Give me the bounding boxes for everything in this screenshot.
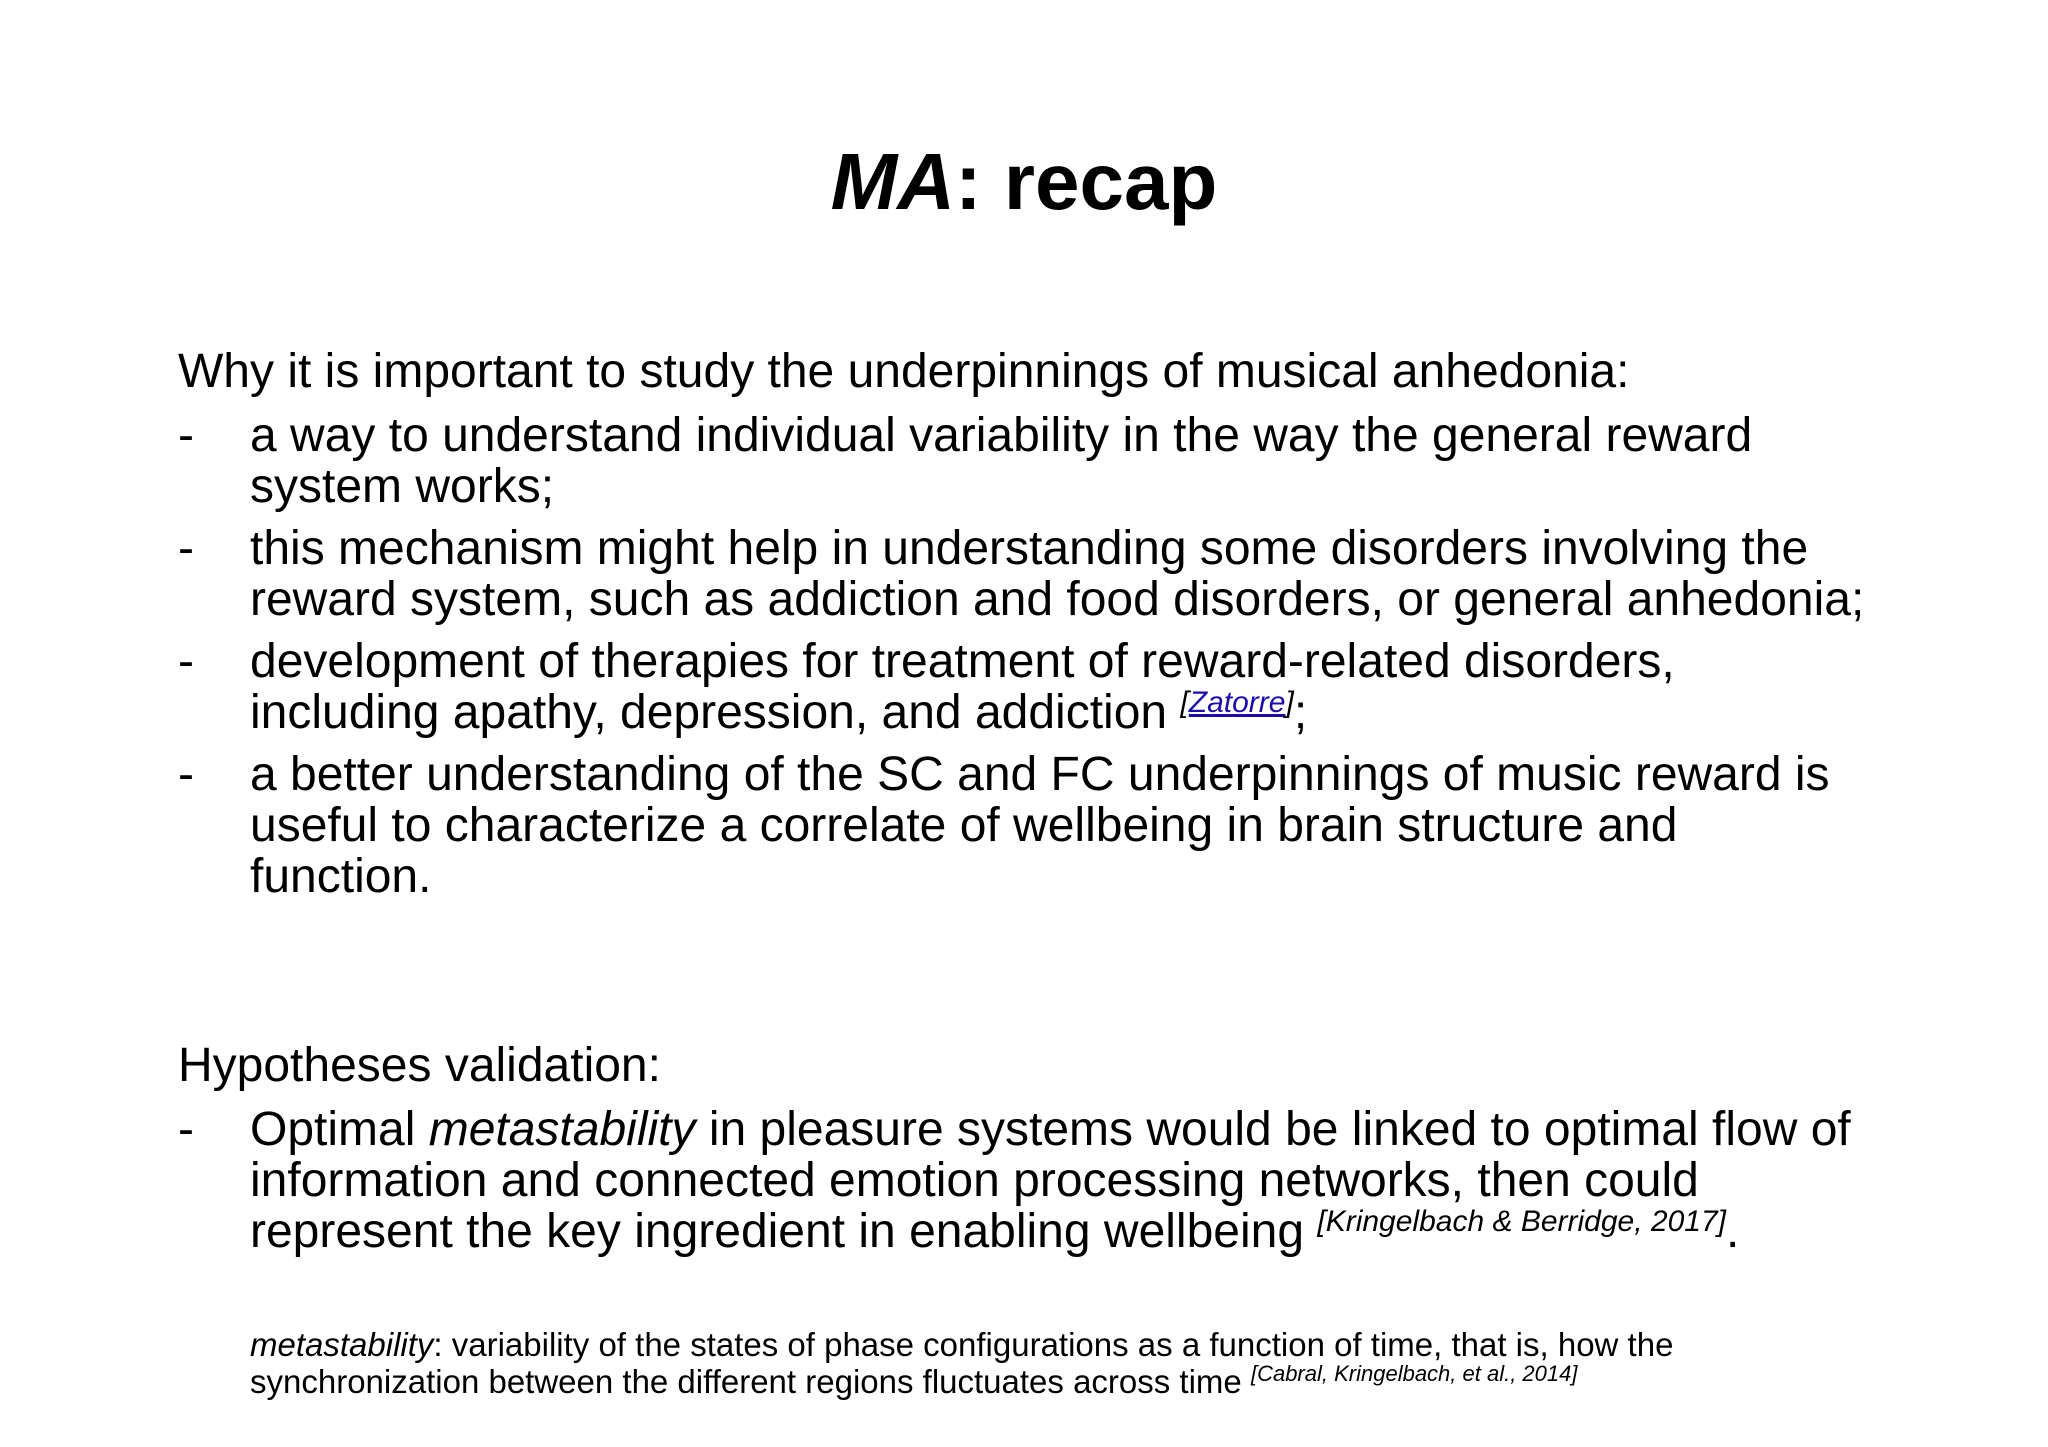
bullet-text <box>250 749 1910 902</box>
note-line-2 <box>250 1363 1673 1400</box>
bullet-line: a better understanding of the SC and FC underpinnings of music reward is <box>250 748 1830 801</box>
bullet-line <box>250 687 1910 738</box>
bullet-line: development of therapies for treatment of reward-related disorders, <box>250 635 1675 688</box>
citation-kringelbach-berridge: [Kringelbach & Berridge, 2017] <box>1317 1205 1726 1238</box>
citation-open-bracket: [ <box>1180 686 1189 719</box>
bullet-text <box>250 636 1910 738</box>
section2-heading: Hypotheses validation: <box>178 1039 661 1092</box>
bullet-dash: - <box>178 522 194 575</box>
bullet-text <box>250 1104 1910 1257</box>
citation-cabral: [Cabral, Kringelbach, et al., 2014] <box>1250 1361 1578 1386</box>
bullet-line: this mechanism might help in understanding some disorders involving the <box>250 522 1809 575</box>
note-line-1-rest: : variability of the states of phase configurations as a function of time, that is, how the <box>433 1326 1674 1363</box>
bullet-line: function. <box>250 850 432 903</box>
bullet-dash: - <box>178 1103 194 1156</box>
bullet-line: a way to understand individual variability in the way the general reward <box>250 409 1753 462</box>
note-term: metastability <box>250 1326 434 1363</box>
bullet-line-pre: Optimal <box>250 1103 429 1156</box>
bullet-dash: - <box>178 409 194 462</box>
bullet-line <box>250 1206 1910 1257</box>
slide-title <box>0 132 2048 232</box>
metastability-term: metastability <box>428 1103 696 1156</box>
bullet-line-end: ; <box>1293 686 1308 739</box>
bullet-dash: - <box>178 635 194 688</box>
note-line-1 <box>250 1326 1673 1363</box>
bullet-line: system works; <box>250 460 555 513</box>
citation-zatorre <box>1180 686 1293 719</box>
section1-heading: Why it is important to study the underpinnings of musical anhedonia: <box>178 345 1630 398</box>
bullet-dash: - <box>178 748 194 801</box>
bullet-line: reward system, such as addiction and food disorders, or general anhedonia; <box>250 573 1865 626</box>
bullet-text <box>250 523 1910 625</box>
bullet-line-text: including apathy, depression, and addiction <box>250 686 1181 739</box>
bullet-line <box>250 1104 1910 1155</box>
bullet-line: information and connected emotion processing networks, then could <box>250 1154 1699 1207</box>
note-line-2-text: synchronization between the different regions fluctuates across time <box>250 1363 1251 1400</box>
citation-close-bracket: ] <box>1285 686 1294 719</box>
title-rest: : recap <box>955 137 1218 226</box>
zatorre-link[interactable]: Zatorre <box>1188 686 1286 719</box>
metastability-definition <box>250 1326 1673 1400</box>
bullet-text <box>250 410 1910 512</box>
bullet-line-post: in pleasure systems would be linked to optimal flow of <box>695 1103 1851 1156</box>
bullet-line-text: represent the key ingredient in enabling wellbeing <box>250 1205 1318 1258</box>
bullet-line: useful to characterize a correlate of wellbeing in brain structure and <box>250 799 1678 852</box>
bullet-line-end: . <box>1725 1205 1740 1258</box>
title-italic: MA <box>830 137 956 226</box>
